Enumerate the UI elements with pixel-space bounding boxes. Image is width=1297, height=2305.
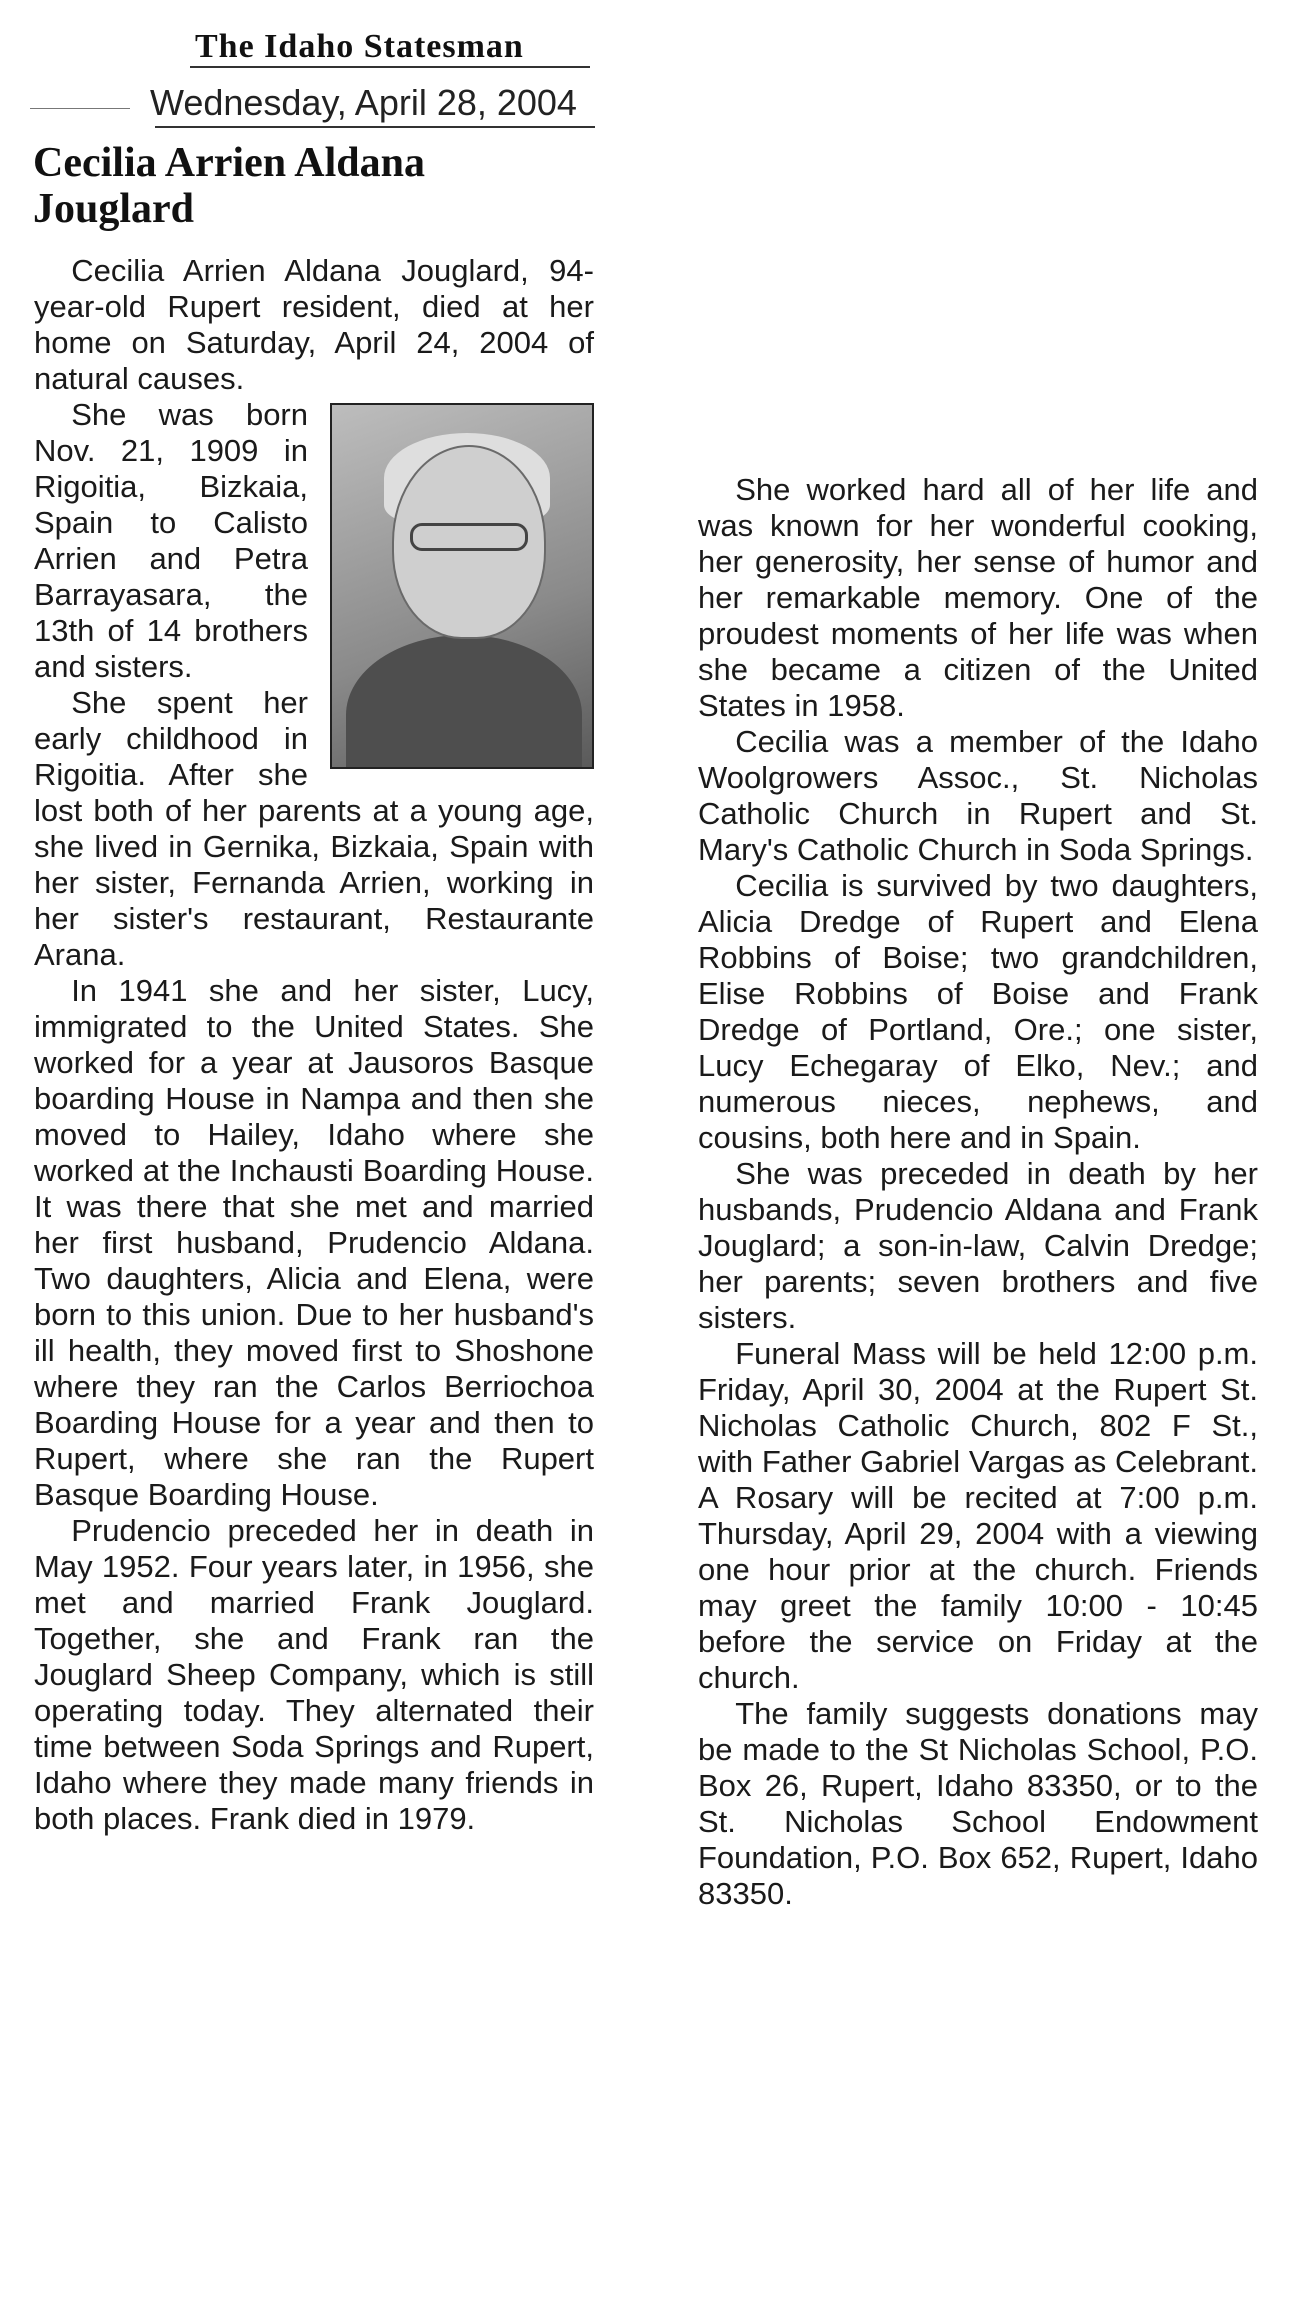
paragraph: Cecilia Arrien Aldana Jouglard, 94-year-old Rupert resident, died at her home on Saturday, April 24, 2004 of natural causes. <box>34 253 594 396</box>
date-rule <box>155 126 595 128</box>
paragraph: She worked hard all of her life and was known for her wonderful cooking, her generosity, her sense of humor and her remarkable memory. One of the proudest moments of her life was when she became a citizen of the United States in 1958. <box>698 472 1258 723</box>
right-column <box>698 472 1258 1912</box>
paragraph: She was preceded in death by her husbands, Prudencio Aldana and Frank Jouglard; a son-in-law, Calvin Dredge; her parents; seven brothers and five sisters. <box>698 1156 1258 1335</box>
left-column <box>34 253 594 1837</box>
masthead-rule <box>190 66 590 68</box>
newspaper-masthead: The Idaho Statesman <box>195 28 524 65</box>
paragraph: Prudencio preceded her in death in May 1952. Four years later, in 1956, she met and married Frank Jouglard. Together, she and Frank ran the Jouglard Sheep Company, which is still operating today. They alternated their time between Soda Springs and Rupert, Idaho where they made many friends in both places. Frank died in 1979. <box>34 1513 594 1836</box>
paragraph: Funeral Mass will be held 12:00 p.m. Friday, April 30, 2004 at the Rupert St. Nicholas Catholic Church, 802 F St., with Father Gabriel Vargas as Celebrant. A Rosary will be recited at 7:00 p.m. Thursday, April 29, 2004 with a viewing one hour prior at the church. Friends may greet the family 10:00 - 10:45 before the service on Friday at the church. <box>698 1336 1258 1695</box>
paragraph: In 1941 she and her sister, Lucy, immigrated to the United States. She worked for a year at Jausoros Basque boarding House in Nampa and then she moved to Hailey, Idaho where she worked at the Inchausti Boarding House. It was there that she met and married her first husband, Prudencio Aldana. Two daughters, Alicia and Elena, were born to this union. Due to her husband's ill health, they moved first to Shoshone where they ran the Carlos Berriochoa Boarding House for a year and then to Rupert, where she ran the Rupert Basque Boarding House. <box>34 973 594 1512</box>
publication-date: Wednesday, April 28, 2004 <box>150 82 577 123</box>
obituary-headline <box>33 140 593 232</box>
headline-line-1: Cecilia Arrien Aldana <box>33 140 425 186</box>
paragraph: She was born Nov. 21, 1909 in Rigoitia, Bizkaia, Spain to Calisto Arrien and Petra Barrayasara, the 13th of 14 brothers and sisters. <box>34 397 308 684</box>
paragraph: She spent her early childhood in Rigoitia. After she lost both of her parents at a young age, she lived in Gernika, Bizkaia, Spain with her sister, Fernanda Arrien, working in her sister's restaurant, Restaurante Arana. <box>34 685 594 972</box>
paragraph: Cecilia was a member of the Idaho Woolgrowers Assoc., St. Nicholas Catholic Church in Rupert and St. Mary's Catholic Church in Soda Springs. <box>698 724 1258 867</box>
portrait-photo <box>330 403 594 769</box>
paragraph: Cecilia is survived by two daughters, Alicia Dredge of Rupert and Elena Robbins of Boise; two grandchildren, Elise Robbins of Boise and Frank Dredge of Portland, Ore.; one sister, Lucy Echegaray of Elko, Nev.; and numerous nieces, nephews, and cousins, both here and in Spain. <box>698 868 1258 1155</box>
paragraph: The family suggests donations may be made to the St Nicholas School, P.O. Box 26, Rupert, Idaho 83350, or to the St. Nicholas School Endowment Foundation, P.O. Box 652, Rupert, Idaho 83350. <box>698 1696 1258 1911</box>
headline-line-2: Jouglard <box>33 186 195 232</box>
scan-mark <box>30 108 130 109</box>
